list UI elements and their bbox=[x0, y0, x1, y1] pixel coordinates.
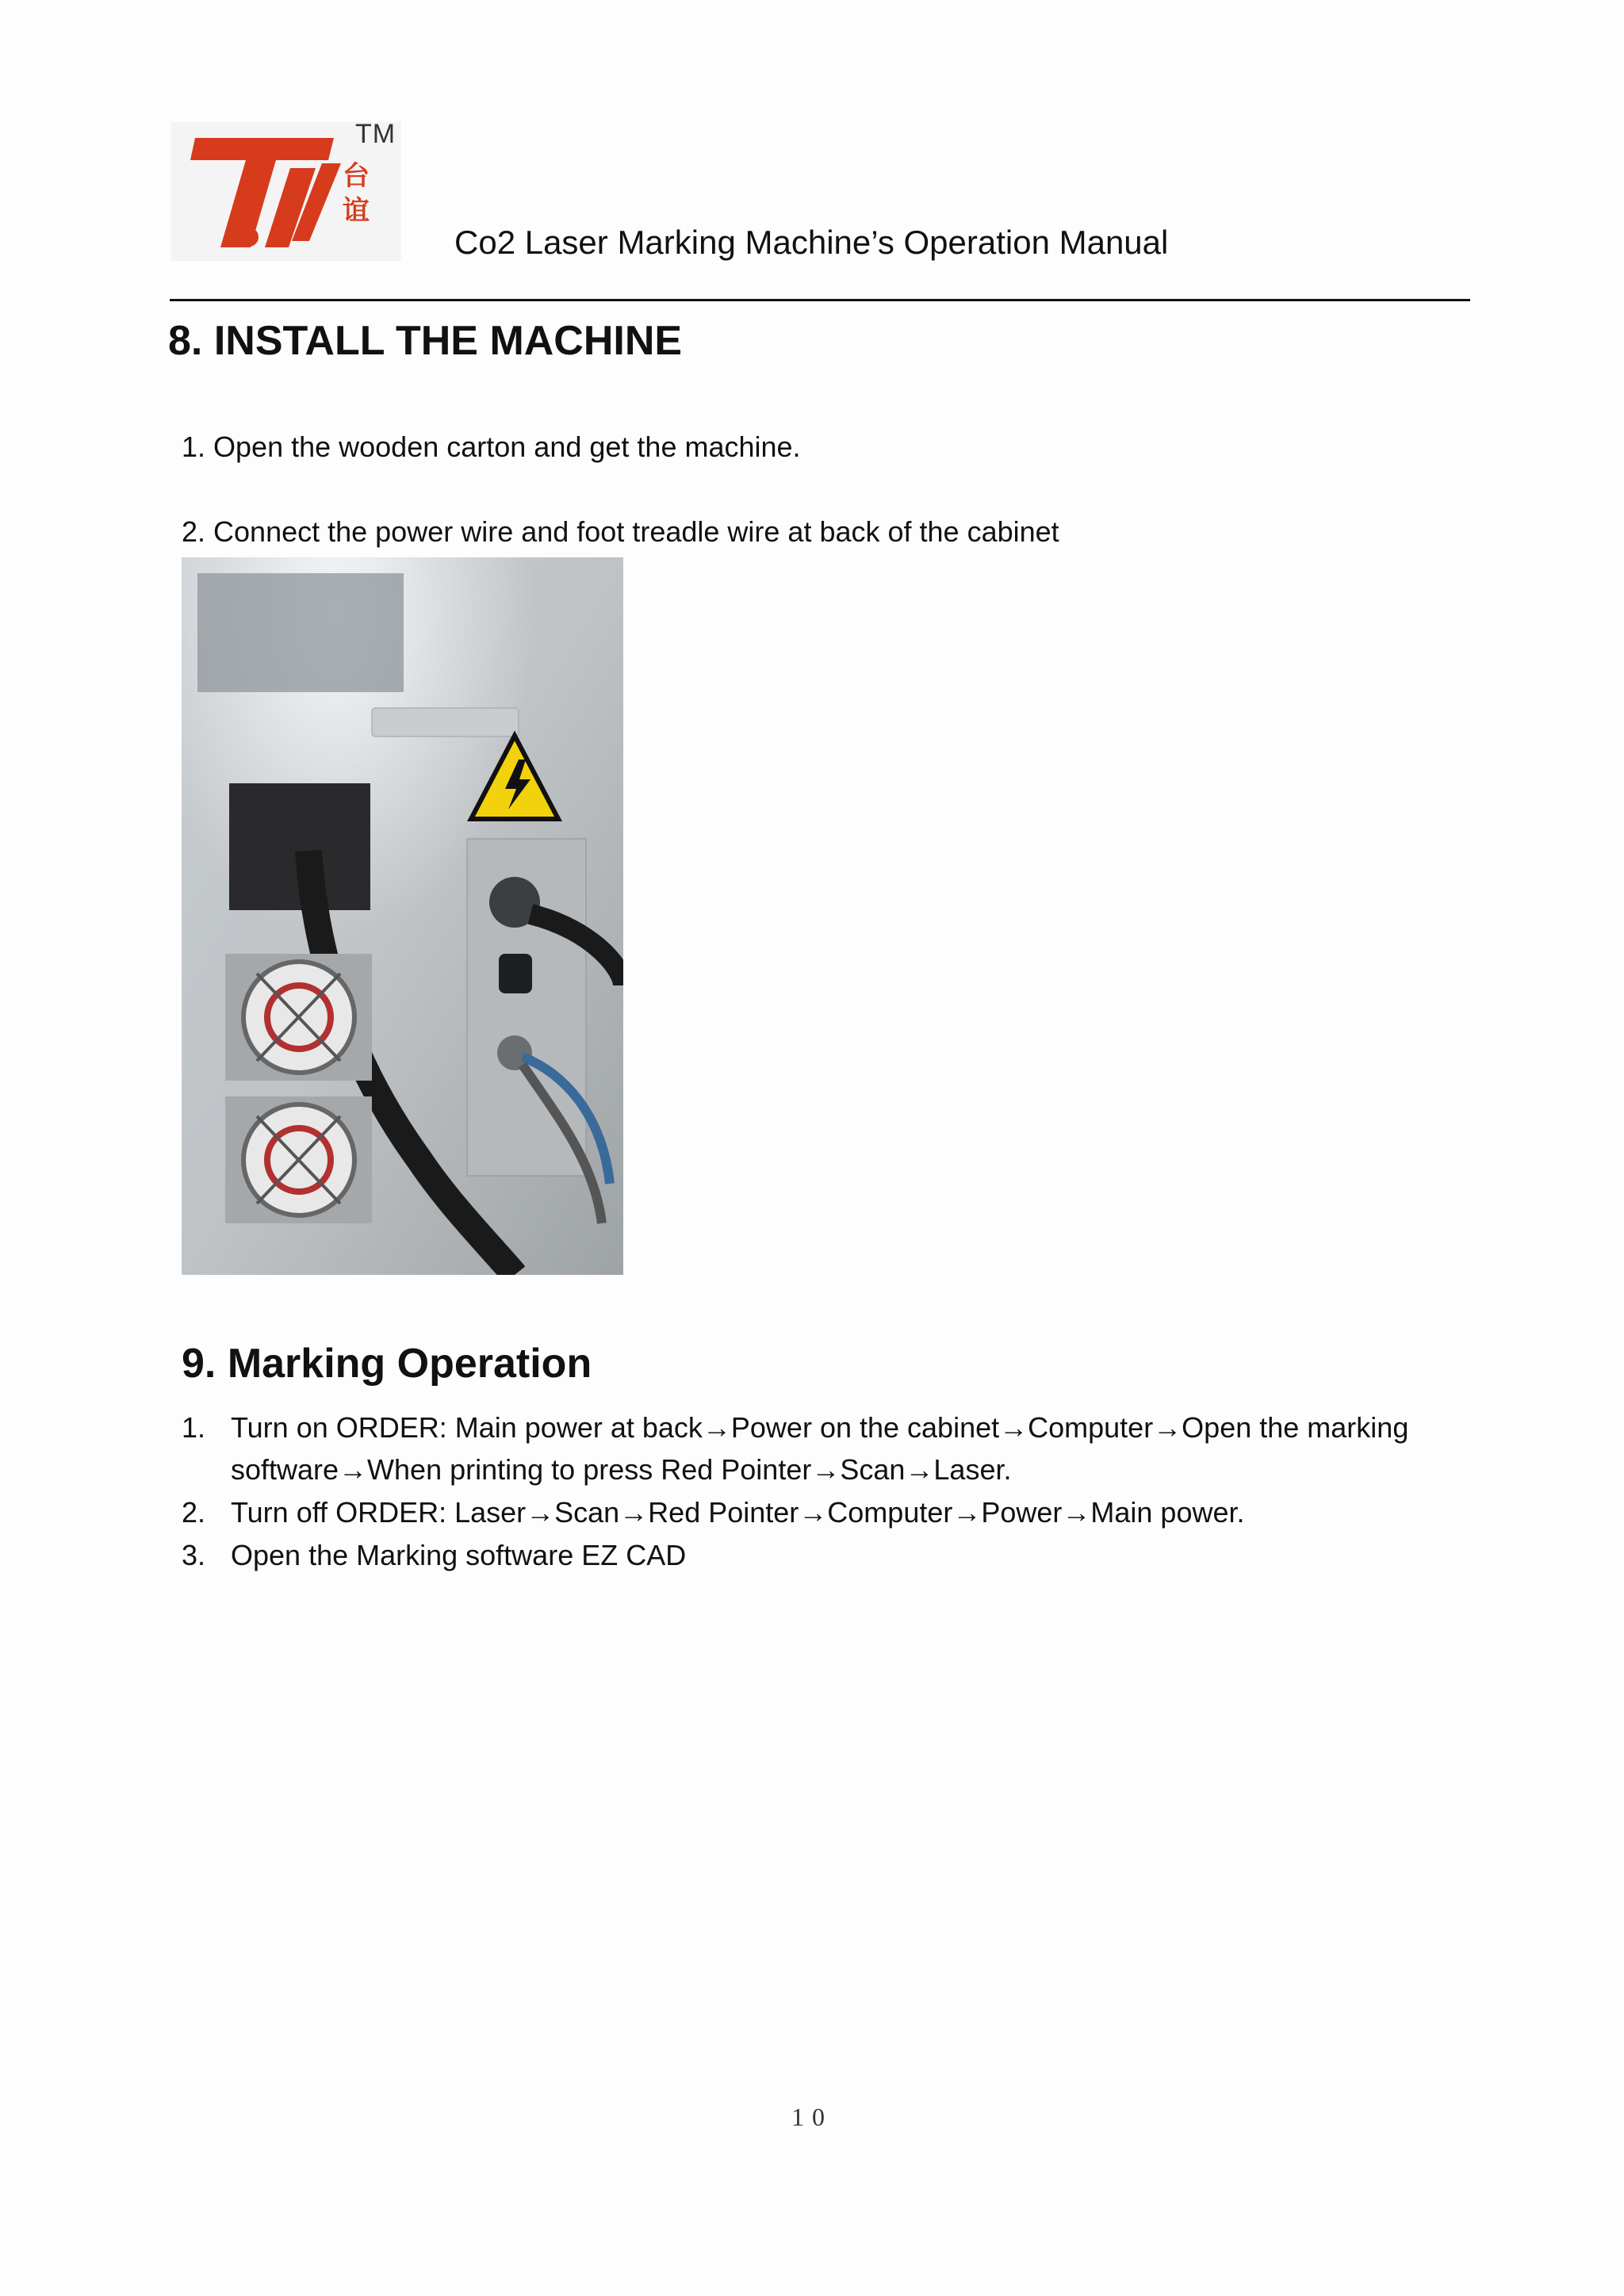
section-9-heading: 9. Marking Operation bbox=[182, 1341, 592, 1387]
operation-item-text: Turn on ORDER: Main power at back→Power on the cabinet→Computer→Open the marking bbox=[231, 1411, 1409, 1444]
operation-item-2 bbox=[182, 1496, 1466, 1528]
section-8-heading: 8. INSTALL THE MACHINE bbox=[168, 318, 683, 364]
page-number: 10 bbox=[791, 2103, 833, 2131]
operation-item-1-continued: software→When printing to press Red Pointer→Scan→Laser. bbox=[231, 1453, 1012, 1486]
install-step-1: 1. Open the wooden carton and get the machine. bbox=[182, 430, 801, 463]
operation-item-number: 2. bbox=[182, 1496, 206, 1529]
install-step-2: 2. Connect the power wire and foot treadle wire at back of the cabinet bbox=[182, 515, 1059, 548]
operation-item-3 bbox=[182, 1539, 1466, 1571]
document-title: Co2 Laser Marking Machine’s Operation Manual bbox=[454, 224, 1169, 261]
trademark-symbol: TM bbox=[355, 119, 396, 149]
operation-item-number: 3. bbox=[182, 1539, 206, 1571]
header-divider bbox=[170, 299, 1470, 301]
cabinet-back-photo bbox=[182, 557, 623, 1275]
logo-chinese-text: 台 谊 bbox=[343, 160, 370, 227]
operation-item-text: Open the Marking software EZ CAD bbox=[231, 1539, 687, 1571]
operation-item-1 bbox=[182, 1411, 1466, 1443]
operation-item-number: 1. bbox=[182, 1411, 206, 1444]
operation-item-text: Turn off ORDER: Laser→Scan→Red Pointer→Computer→Power→Main power. bbox=[231, 1496, 1245, 1529]
